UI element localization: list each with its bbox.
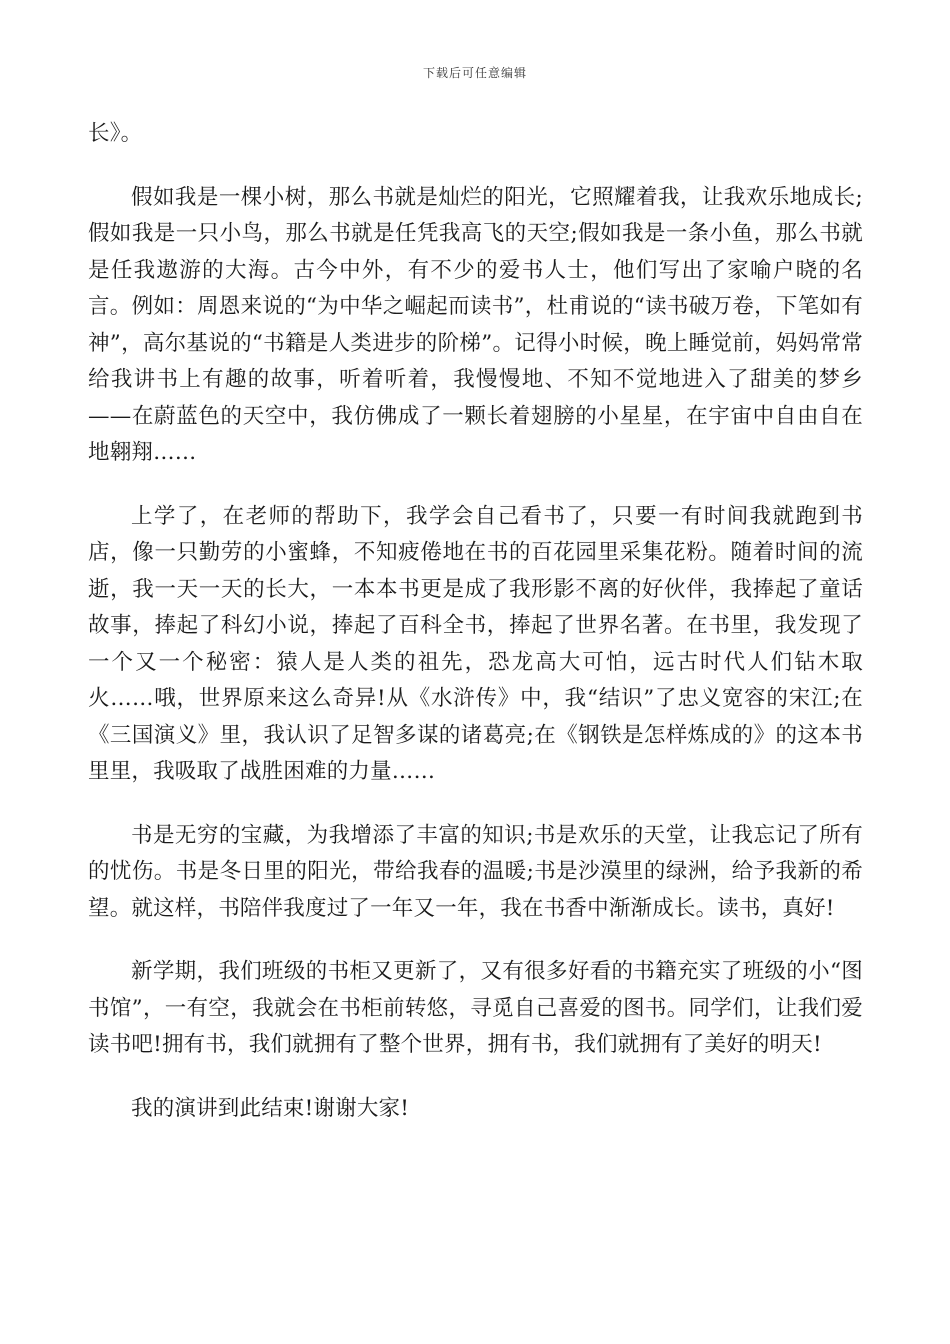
paragraph-new-semester: 新学期，我们班级的书柜又更新了，又有很多好看的书籍充实了班级的小“图书馆”，一有空，我就会在书柜前转悠，寻觅自己喜爱的图书。同学们，让我们爱读书吧!拥有书，我们就拥有了整个世界，拥有书，我们就拥有了美好的明天! — [88, 959, 863, 1057]
document-body — [88, 116, 863, 1154]
paragraph-closing: 我的演讲到此结束!谢谢大家! — [131, 1095, 410, 1121]
paragraph-continuation: 长》。 — [88, 121, 143, 146]
paragraph-book-treasure: 书是无穷的宝藏，为我增添了丰富的知识;书是欢乐的天堂，让我忘记了所有的忧伤。书是冬日里的阳光，带给我春的温暖;书是沙漠里的绿洲，给予我新的希望。就这样，书陪伴我度过了一年又一年，我在书香中渐渐成长。读书，真好! — [88, 822, 863, 921]
page-header: 下载后可任意编辑 — [422, 66, 527, 80]
paragraph-school-reading: 上学了，在老师的帮助下，我学会自己看书了，只要一有时间我就跑到书店，像一只勤劳的小蜜蜂，不知疲倦地在书的百花园里采集花粉。随着时间的流逝，我一天一天的长大，一本本书更是成了我形影不离的好伙伴，我捧起了童话故事，捧起了科幻小说，捧起了百科全书，捧起了世界名著。在书里，我发现了一个又一个秘密：猿人是人类的祖先，恐龙高大可怕，远古时代人们钻木取火……哦，世界原来这么奇异!从《水浒传》中，我“结识”了忠义宽容的宋江;在《三国演义》里，我认识了足智多谋的诸葛亮;在《钢铁是怎样炼成的》的这本书里里，我吸取了战胜困难的力量…… — [88, 503, 863, 784]
paragraph-tree-bird-fish: 假如我是一棵小树，那么书就是灿烂的阳光，它照耀着我，让我欢乐地成长;假如我是一只小鸟，那么书就是任凭我高飞的天空;假如我是一条小鱼，那么书就是任我遨游的大海。古今中外，有不少的爱书人士，他们写出了家喻户晓的名言。例如：周恩来说的“为中华之崛起而读书”，杜甫说的“读书破万卷，下笔如有神”，高尔基说的“书籍是人类进步的阶梯”。记得小时候，晚上睡觉前，妈妈常常给我讲书上有趣的故事，听着听着，我慢慢地、不知不觉地进入了甜美的梦乡——在蔚蓝色的天空中，我仿佛成了一颗长着翅膀的小星星，在宇宙中自由自在地翱翔…… — [88, 184, 863, 465]
